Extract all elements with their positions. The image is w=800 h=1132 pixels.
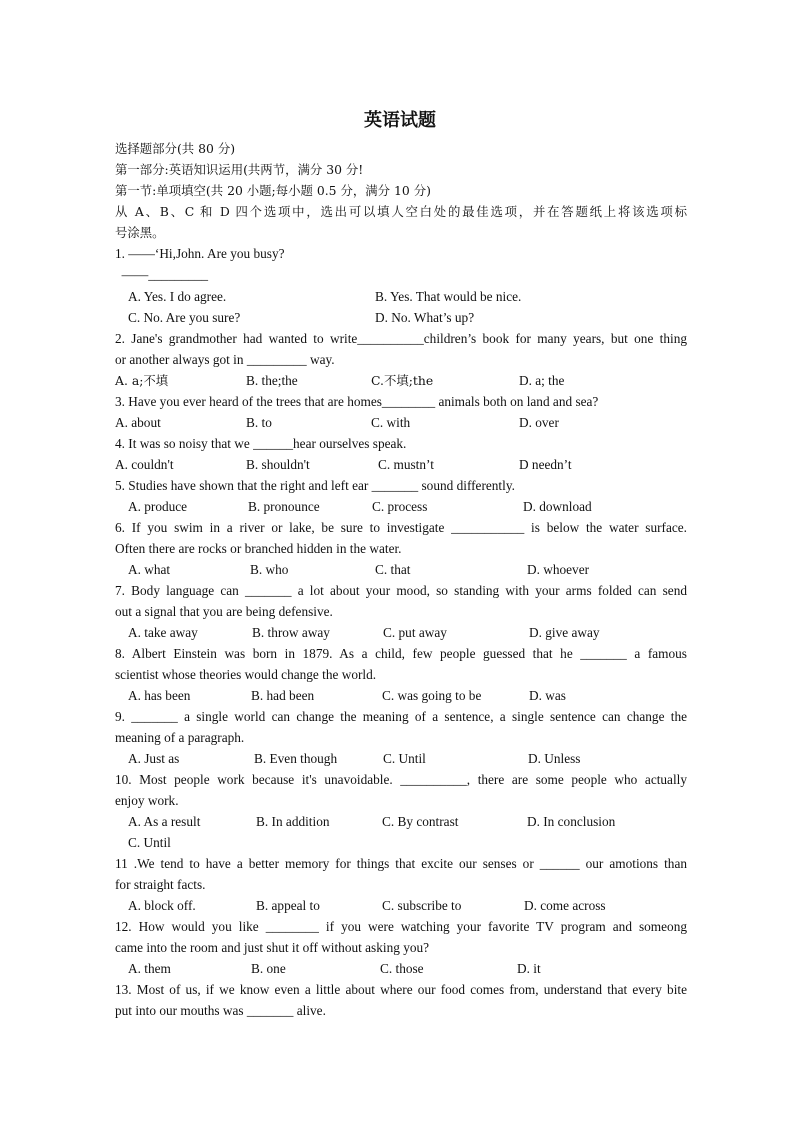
question-stem: put into our mouths was _______ alive.: [115, 1003, 326, 1018]
option-c: C. put away: [383, 625, 447, 640]
option-d: D. give away: [529, 625, 600, 640]
option-d: D. Unless: [528, 751, 581, 766]
question-stem: 7. Body language can _______ a lot about your mood, so standing with your arms folded can send: [115, 583, 687, 598]
option-c: C. No. Are you sure?: [128, 310, 241, 325]
option-b: B. Even though: [254, 751, 338, 766]
option-d: D. it: [517, 961, 541, 976]
intro-line: 选择题部分(共 80 分): [115, 141, 236, 156]
option-a: A. Yes. I do agree.: [128, 289, 227, 304]
option-c: C. those: [380, 961, 424, 976]
intro-line: 从 A、B、C 和 D 四个选项中，选出可以填人空白处的最佳选项，并在答题纸上将该选项标: [115, 204, 687, 219]
option-a: A. what: [128, 562, 171, 577]
question-stem: meaning of a paragraph.: [115, 730, 245, 745]
option-d: D. over: [519, 415, 559, 430]
option-b: B. appeal to: [256, 898, 320, 913]
option-b: B. throw away: [252, 625, 330, 640]
option-b: B. In addition: [256, 814, 330, 829]
option-a: A. block off.: [128, 898, 196, 913]
option-a: A. Just as: [128, 751, 180, 766]
option-d: D. download: [523, 499, 592, 514]
option-b: B. shouldn't: [246, 457, 310, 472]
option-c: C. was going to be: [382, 688, 482, 703]
option-c: C.不填;the: [371, 373, 434, 388]
option-a: A. a;不填: [115, 373, 169, 388]
option-c: C. that: [375, 562, 411, 577]
question-stem: 13. Most of us, if we know even a little about where our food comes from, understand that every bite: [115, 982, 687, 997]
intro-line: 第一部分:英语知识运用(共两节，满分 30 分!: [115, 162, 364, 177]
question-stem: came into the room and just shut it off without asking you?: [115, 940, 430, 955]
option-b: B. Yes. That would be nice.: [375, 289, 522, 304]
option-a: A. has been: [128, 688, 191, 703]
question-stem: 10. Most people work because it's unavoidable. __________, there are some people who actually: [115, 772, 687, 787]
option-c: C. process: [372, 499, 428, 514]
intro-line: 第一节:单项填空(共 20 小题;每小题 0.5 分，满分 10 分): [115, 183, 431, 198]
option-d: D. No. What’s up?: [375, 310, 475, 325]
question-stem: Often there are rocks or branched hidden in the water.: [115, 541, 402, 556]
option-a: A. couldn't: [115, 457, 174, 472]
question-stem: 6. If you swim in a river or lake, be sure to investigate ___________ is below the water surface.: [115, 520, 687, 535]
option-a: A. about: [115, 415, 161, 430]
question-stem: 4. It was so noisy that we ______hear ourselves speak.: [115, 436, 407, 451]
question-stem: 5. Studies have shown that the right and left ear _______ sound differently.: [115, 478, 515, 493]
question-stem: 3. Have you ever heard of the trees that are homes________ animals both on land and sea?: [115, 394, 599, 409]
option-c: C. Until: [383, 751, 426, 766]
question-stem: or another always got in _________ way.: [115, 352, 335, 367]
intro-line: 号涂黑。: [115, 225, 165, 240]
question-stem: out a signal that you are being defensive.: [115, 604, 333, 619]
option-extra: C. Until: [128, 835, 171, 850]
option-c: C. mustn’t: [378, 457, 434, 472]
option-b: B. who: [250, 562, 289, 577]
option-d: D. a; the: [519, 373, 565, 388]
question-stem: 1. ——‘Hi,John. Are you busy?: [115, 246, 285, 261]
option-a: A. take away: [128, 625, 198, 640]
question-stem: 9. _______ a single world can change the meaning of a sentence, a single sentence can change the: [115, 709, 687, 724]
question-stem: 12. How would you like ________ if you were watching your favorite TV program and someong: [115, 919, 687, 934]
option-a: A. them: [128, 961, 171, 976]
option-d: D. was: [529, 688, 566, 703]
option-d: D needn’t: [519, 457, 572, 472]
option-c: C. subscribe to: [382, 898, 462, 913]
question-stem: for straight facts.: [115, 877, 206, 892]
option-b: B. one: [251, 961, 286, 976]
option-b: B. to: [246, 415, 272, 430]
question-stem: scientist whose theories would change the world.: [115, 667, 377, 682]
option-a: A. As a result: [128, 814, 201, 829]
option-b: B. the;the: [246, 373, 298, 388]
question-stem: ——_________: [115, 267, 209, 282]
option-d: D. whoever: [527, 562, 590, 577]
option-d: D. come across: [524, 898, 606, 913]
question-stem: 2. Jane's grandmother had wanted to write__________children’s book for many years, but one thing: [115, 331, 687, 346]
option-c: C. with: [371, 415, 411, 430]
option-a: A. produce: [128, 499, 188, 514]
option-b: B. pronounce: [248, 499, 320, 514]
page-title: 英语试题: [364, 110, 436, 131]
option-d: D. In conclusion: [527, 814, 616, 829]
option-b: B. had been: [251, 688, 315, 703]
question-stem: 8. Albert Einstein was born in 1879. As a child, few people guessed that he _______ a famous: [115, 646, 687, 661]
question-stem: enjoy work.: [115, 793, 179, 808]
option-c: C. By contrast: [382, 814, 459, 829]
question-stem: 11 .We tend to have a better memory for things that excite our senses or ______ our amotions than: [115, 856, 687, 871]
